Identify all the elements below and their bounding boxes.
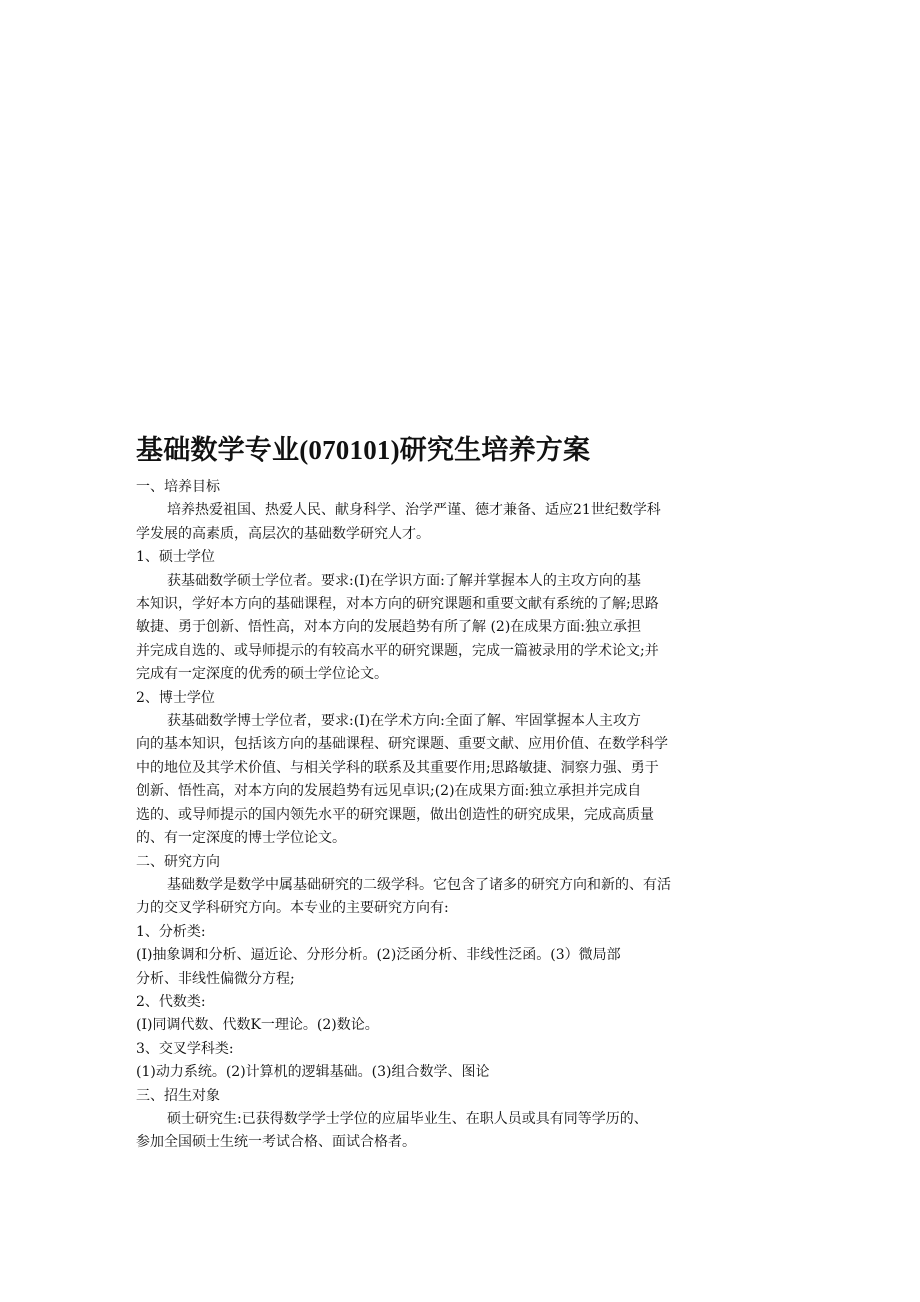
paragraph-line: 并完成自选的、或导师提示的有较高水平的研究课题，完成一篇被录用的学术论文;并 xyxy=(136,642,659,659)
document-body xyxy=(136,428,756,1155)
paragraph-line: (1)动力系统。(2)计算机的逻辑基础。(3)组合数学、图论 xyxy=(136,1064,490,1081)
paragraph-line: 的、有一定深度的博士学位论文。 xyxy=(136,830,346,847)
paragraph-line: 中的地位及其学术价值、与相关学科的联系及其重要作用;思路敏捷、洞察力强、勇于 xyxy=(136,759,659,776)
paragraph-line: 敏捷、勇于创新、悟性高，对本方向的发展趋势有所了解 (2)在成果方面:独立承担 xyxy=(136,619,641,636)
paragraph-line: 参加全国硕士生统一考试合格、面试合格者。 xyxy=(136,1134,416,1151)
subsection-heading: 1、分析类: xyxy=(136,923,206,940)
paragraph-line: 力的交叉学科研究方向。本专业的主要研究方向有: xyxy=(136,900,449,917)
paragraph-line: 创新、悟性高，对本方向的发展趋势有远见卓识;(2)在成果方面:独立承担并完成自 xyxy=(136,783,642,800)
section-heading: 二、研究方向 xyxy=(136,853,220,870)
paragraph-line: 获基础数学硕士学位者。要求:(I)在学识方面:了解并掌握本人的主攻方向的基 xyxy=(167,572,641,589)
subsection-heading: 1、硕士学位 xyxy=(136,549,215,566)
paragraph-line: (I)同调代数、代数K一理论。(2)数论。 xyxy=(136,1017,379,1034)
document-title: 基础数学专业(070101)研究生培养方案 xyxy=(136,435,591,465)
paragraph-line: (I)抽象调和分析、逼近论、分形分析。(2)泛函分析、非线性泛函。(3）微局部 xyxy=(136,947,621,964)
section-heading: 三、招生对象 xyxy=(136,1087,220,1104)
paragraph-line: 选的、或导师提示的国内领先水平的研究课题，做出创造性的研究成果，完成高质量 xyxy=(136,806,654,823)
paragraph-line: 获基础数学博士学位者，要求:(I)在学术方向:全面了解、牢固掌握本人主攻方 xyxy=(167,713,641,730)
paragraph-line: 培养热爱祖国、热爱人民、献身科学、治学严谨、德才兼备、适应21世纪数学科 xyxy=(167,502,661,519)
paragraph-line: 基础数学是数学中属基础研究的二级学科。它包含了诸多的研究方向和新的、有活 xyxy=(167,876,671,893)
paragraph-line: 完成有一定深度的优秀的硕士学位论文。 xyxy=(136,666,388,683)
paragraph-line: 学发展的高素质，高层次的基础数学研究人才。 xyxy=(136,525,430,542)
paragraph-line: 分析、非线性偏微分方程; xyxy=(136,970,295,987)
document-text xyxy=(136,476,756,1155)
paragraph-line: 向的基本知识，包括该方向的基础课程、研究课题、重要文献、应用价值、在数学科学 xyxy=(136,736,668,753)
paragraph-line: 硕士研究生:已获得数学学士学位的应届毕业生、在职人员或具有同等学历的、 xyxy=(167,1110,648,1127)
subsection-heading: 3、交叉学科类: xyxy=(136,1040,234,1057)
paragraph-line: 本知识，学好本方向的基础课程，对本方向的研究课题和重要文献有系统的了解;思路 xyxy=(136,596,659,613)
subsection-heading: 2、博士学位 xyxy=(136,689,215,706)
section-heading: 一、培养目标 xyxy=(136,479,220,495)
subsection-heading: 2、代数类: xyxy=(136,993,206,1010)
